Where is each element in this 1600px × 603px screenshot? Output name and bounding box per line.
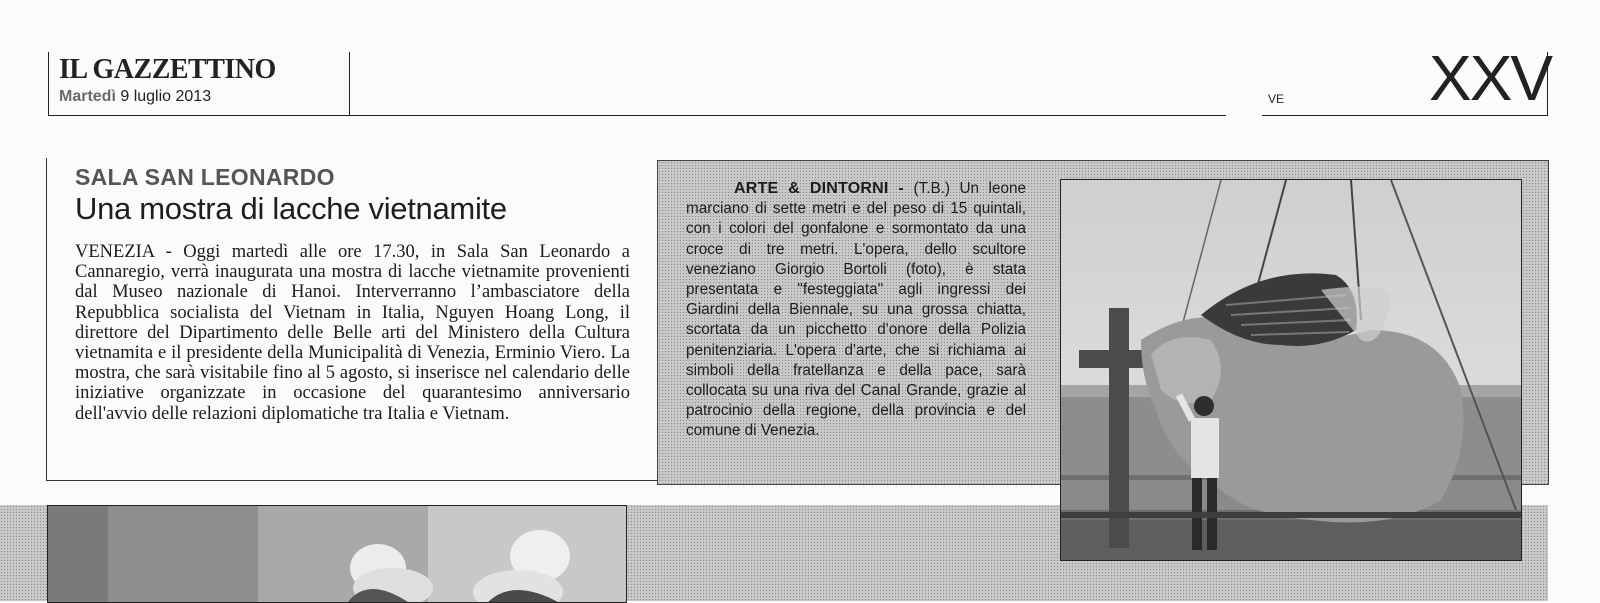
publication-date <box>59 88 211 106</box>
people-photo-icon <box>47 505 627 603</box>
winged-lion-sculpture-photo-icon <box>1060 179 1522 561</box>
article-kicker: SALA SAN LEONARDO <box>75 164 335 190</box>
page-number: XXV <box>1429 42 1552 114</box>
header-rule <box>48 115 1226 116</box>
page-number-divider <box>1547 52 1548 116</box>
date-rest: 9 luglio 2013 <box>120 88 212 105</box>
box-body: (T.B.) Un leone marciano di sette metri e del peso di 15 quintali, con i colori del gonfalone e sormontato da una croce di tre metri. L'opera, dello scultore veneziano Giorgio Bortoli (foto), è stata presentata e "festeggiata" agli ingressi dei Giardini della Biennale, su una grossa chiatta, scortata da un picchetto d'onore della Polizia penitenziaria. L'opera d'arte, che si richiama ai simboli della fratellanza e della pace, sarà collocata su una riva del Canal Grande, grazie al patrocinio della regione, della provincia e del comune di Venezia. <box>686 180 1026 440</box>
date-weekday: Martedì <box>59 88 116 105</box>
article-body: VENEZIA - Oggi martedì alle ore 17.30, in Sala San Leonardo a Cannaregio, verrà inaugurata una mostra di lacche vietnamite provenienti dal Museo nazionale di Hanoi. Interverranno l’ambasciatore della Repubblica socialista del Vietnam in Italia, Nguyen Hoang Long, il direttore del Dipartimento delle Belle arti del Ministero della Cultura vietnamita e il presidente della Municipalità di Venezia, Erminio Viero. La mostra, che sarà visitabile fino al 5 agosto, si inserisce nel calendario delle iniziative organizzate in occasione del quarantesimo anniversario dell'avvio delle relazioni diplomatiche tra Italia e Vietnam. <box>75 242 630 424</box>
edition-label: VE <box>1268 92 1285 106</box>
article-headline: Una mostra di lacche vietnamite <box>75 191 507 226</box>
box-kicker: ARTE & DINTORNI - <box>734 180 904 197</box>
article-mostra-lacche <box>46 158 659 481</box>
masthead <box>48 52 350 116</box>
box-text <box>686 179 1026 442</box>
paper-name: IL GAZZETTINO <box>59 54 276 85</box>
box-arte-dintorni <box>657 160 1549 485</box>
header-rule-right <box>1262 115 1548 116</box>
